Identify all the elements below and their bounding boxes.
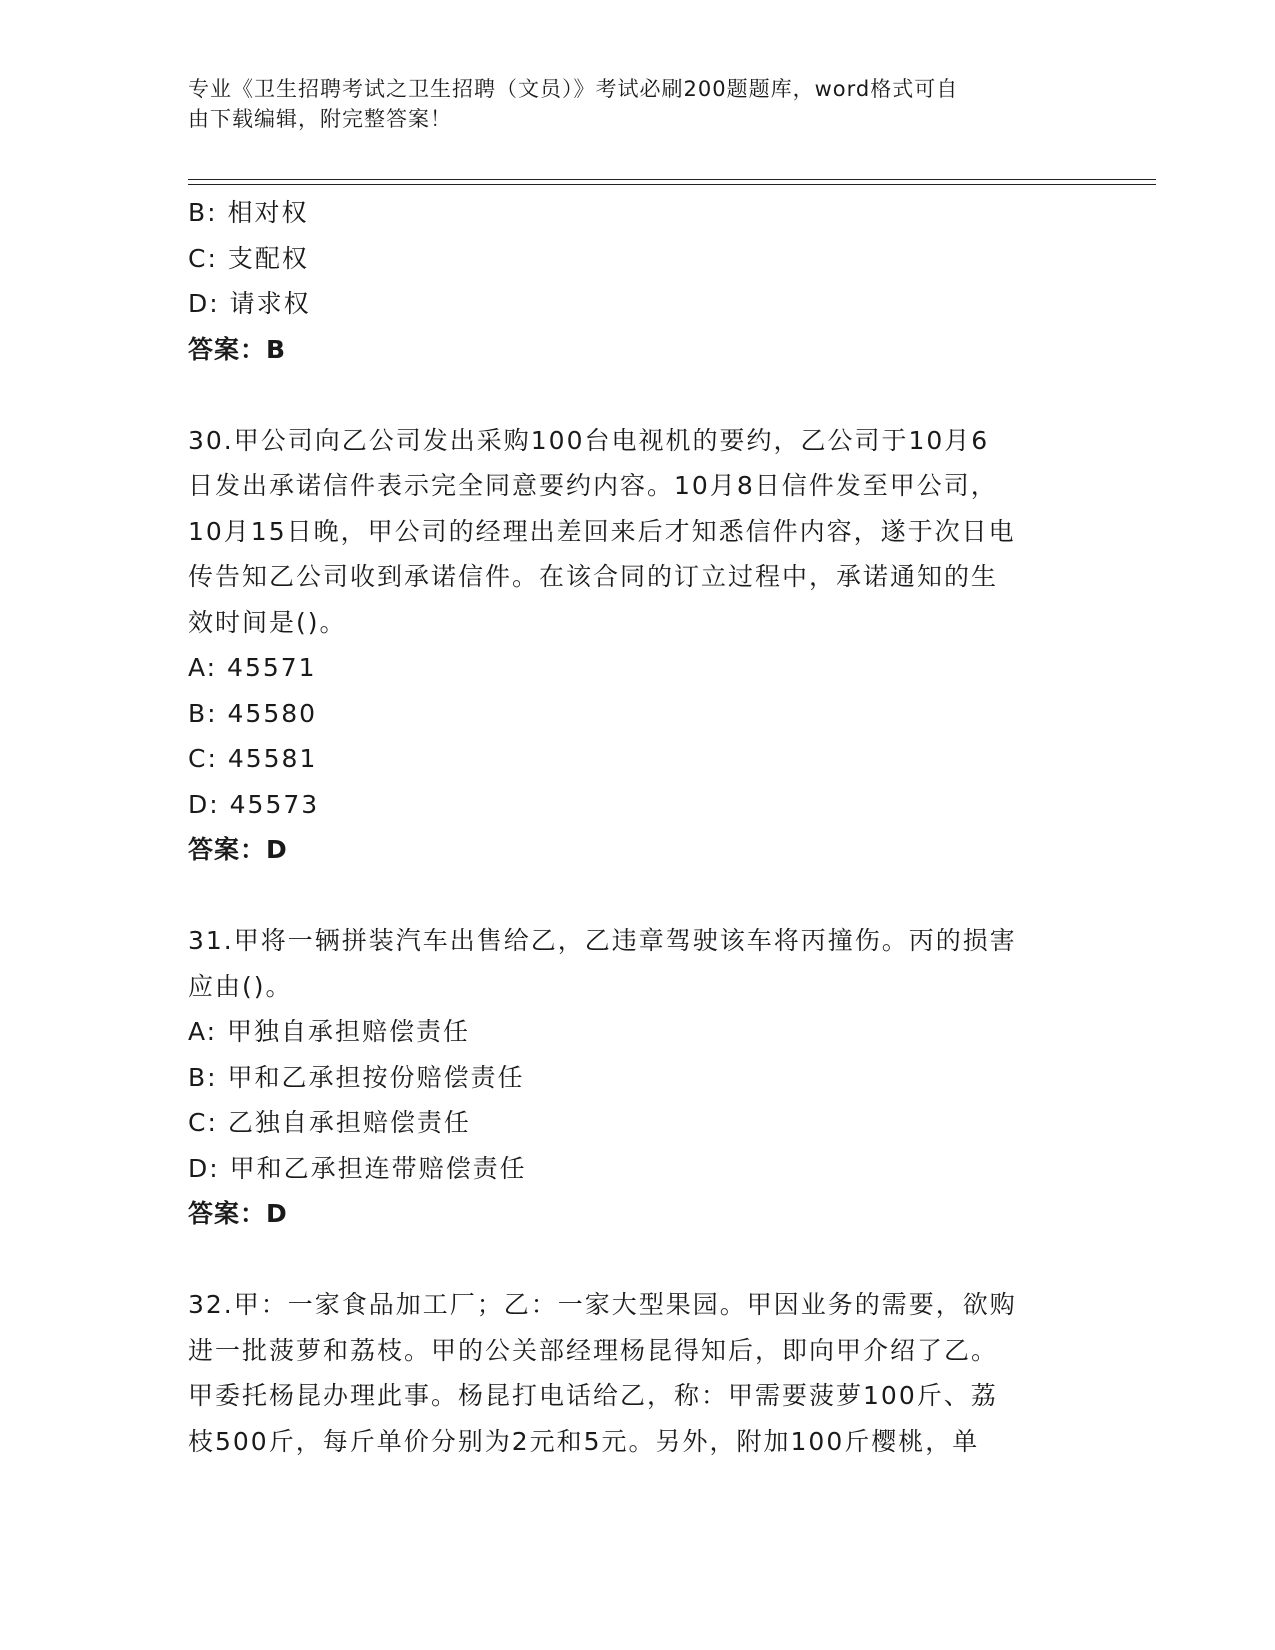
option-text: 45581 bbox=[227, 744, 318, 773]
option-text: 45573 bbox=[229, 789, 320, 819]
header-divider-bottom bbox=[188, 184, 1156, 185]
answer-line bbox=[188, 1191, 1088, 1237]
option-d bbox=[188, 1146, 1088, 1192]
option-text: 相对权 bbox=[227, 198, 309, 227]
option-b bbox=[188, 190, 1088, 236]
question-text-line: 甲委托杨昆办理此事。杨昆打电话给乙，称：甲需要菠萝100斤、荔 bbox=[188, 1381, 998, 1410]
option-c bbox=[188, 236, 1088, 282]
option-b bbox=[188, 691, 1088, 737]
question-30 bbox=[188, 418, 1088, 873]
option-b bbox=[188, 1055, 1088, 1101]
answer-label: 答案： bbox=[188, 334, 267, 364]
answer-value: D bbox=[266, 835, 288, 864]
option-letter: C: bbox=[188, 243, 218, 273]
document-header bbox=[188, 74, 1068, 134]
spacer bbox=[188, 372, 1088, 418]
option-letter: B: bbox=[188, 198, 218, 227]
option-text: 甲和乙承担连带赔偿责任 bbox=[229, 1153, 527, 1183]
header-line-2: 由下载编辑，附完整答案！ bbox=[188, 107, 452, 131]
question-text-line: 枝500斤，每斤单价分别为2元和5元。另外，附加100斤樱桃，单 bbox=[188, 1426, 980, 1456]
spacer bbox=[188, 873, 1088, 919]
answer-line bbox=[188, 327, 1088, 373]
question-text-line: 30.甲公司向乙公司发出采购100台电视机的要约，乙公司于10月6 bbox=[188, 425, 990, 455]
question-text-line: 日发出承诺信件表示完全同意要约内容。10月8日信件发至甲公司， bbox=[188, 471, 998, 500]
option-a bbox=[188, 1009, 1088, 1055]
option-letter: B: bbox=[188, 1062, 218, 1092]
option-a bbox=[188, 645, 1088, 691]
question-text-line: 31.甲将一辆拼装汽车出售给乙，乙违章驾驶该车将丙撞伤。丙的损害 bbox=[188, 926, 1017, 955]
option-letter: C: bbox=[188, 744, 218, 773]
option-text: 请求权 bbox=[229, 289, 311, 318]
option-letter: D: bbox=[188, 289, 220, 318]
question-text-line: 32.甲：一家食品加工厂；乙：一家大型果园。甲因业务的需要，欲购 bbox=[188, 1290, 1017, 1319]
answer-line bbox=[188, 827, 1088, 873]
question-32 bbox=[188, 1282, 1088, 1464]
answer-label: 答案： bbox=[188, 835, 267, 864]
question-text-line: 应由()。 bbox=[188, 971, 293, 1001]
option-text: 甲和乙承担按份赔偿责任 bbox=[227, 1062, 525, 1092]
answer-value: D bbox=[266, 1199, 288, 1228]
question-list bbox=[188, 190, 1088, 1464]
option-d bbox=[188, 281, 1088, 327]
option-letter: C: bbox=[188, 1108, 218, 1137]
question-text-line: 传告知乙公司收到承诺信件。在该合同的订立过程中，承诺通知的生 bbox=[188, 562, 999, 591]
option-letter: D: bbox=[188, 789, 220, 819]
answer-value: B bbox=[266, 334, 287, 364]
header-divider-top bbox=[188, 179, 1156, 180]
option-text: 45580 bbox=[227, 698, 318, 728]
question-text-line: 进一批菠萝和荔枝。甲的公关部经理杨昆得知后，即向甲介绍了乙。 bbox=[188, 1335, 999, 1365]
option-d bbox=[188, 782, 1088, 828]
option-text: 支配权 bbox=[227, 243, 309, 273]
option-text: 45571 bbox=[227, 653, 317, 682]
spacer bbox=[188, 1237, 1088, 1283]
option-text: 乙独自承担赔偿责任 bbox=[227, 1108, 471, 1137]
option-c bbox=[188, 1100, 1088, 1146]
header-line-1: 专业《卫生招聘考试之卫生招聘（文员）》考试必刷200题题库，word格式可自 bbox=[188, 77, 959, 101]
option-letter: A: bbox=[188, 1017, 218, 1046]
option-letter: D: bbox=[188, 1153, 220, 1183]
question-text-line: 效时间是()。 bbox=[188, 607, 347, 637]
prev-question bbox=[188, 190, 1088, 372]
option-c bbox=[188, 736, 1088, 782]
question-31 bbox=[188, 918, 1088, 1237]
option-letter: A: bbox=[188, 653, 218, 682]
question-text-line: 10月15日晚，甲公司的经理出差回来后才知悉信件内容，遂于次日电 bbox=[188, 516, 1016, 546]
option-letter: B: bbox=[188, 698, 218, 728]
option-text: 甲独自承担赔偿责任 bbox=[227, 1017, 471, 1046]
answer-label: 答案： bbox=[188, 1199, 267, 1228]
